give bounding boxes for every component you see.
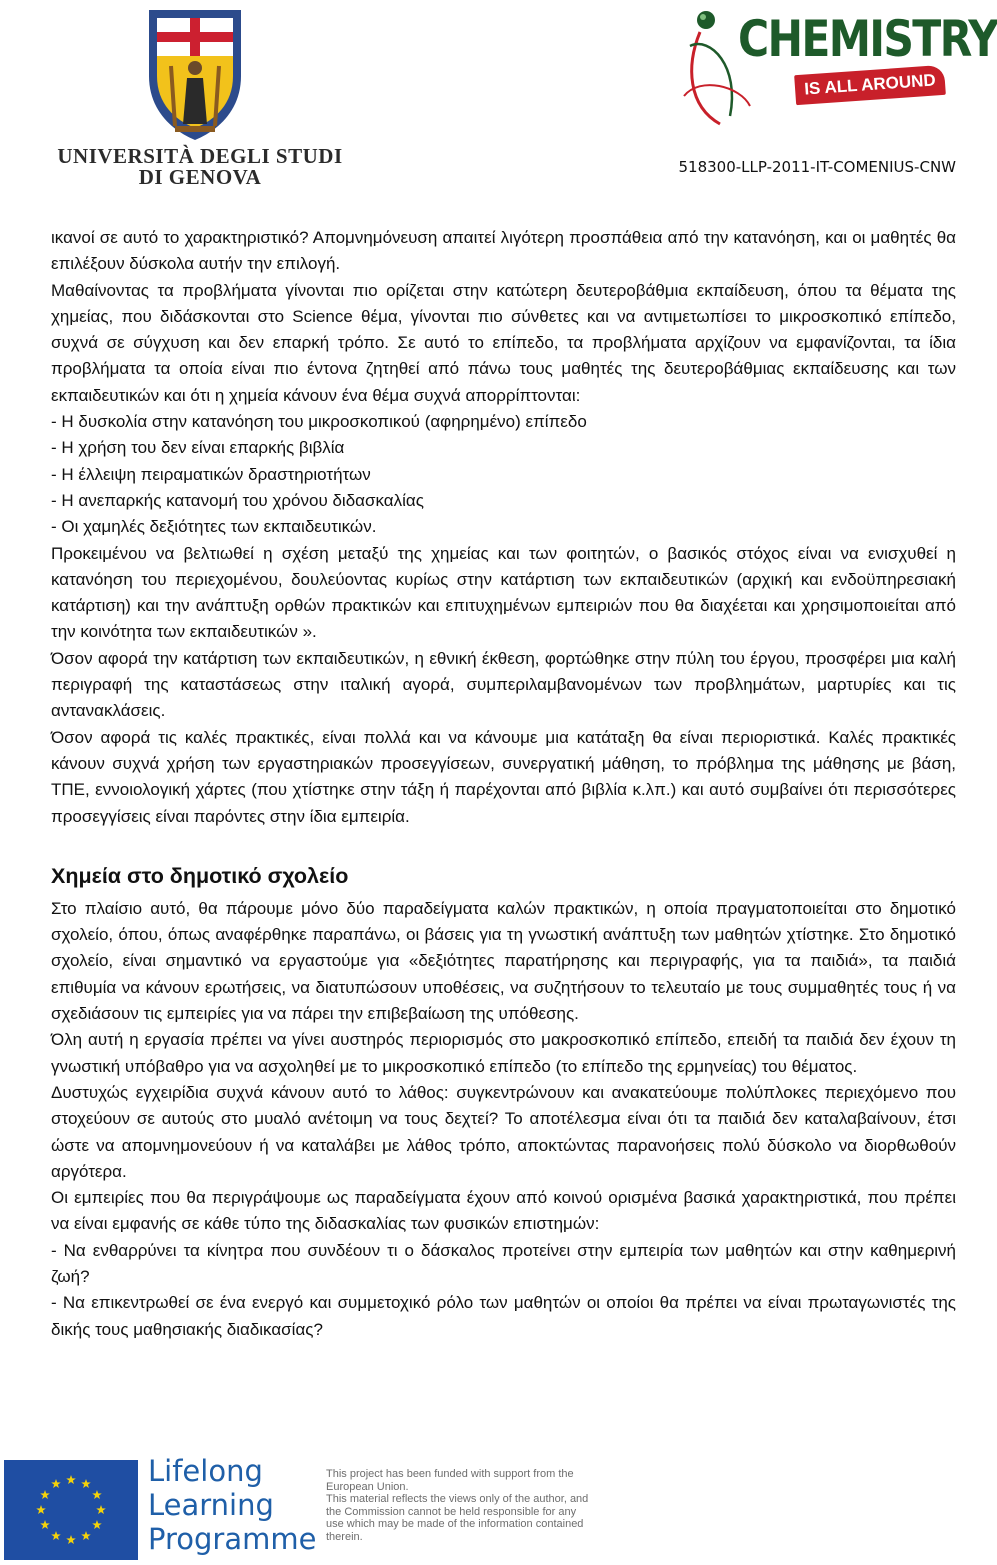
paragraph-9: Οι εμπειρίες που θα περιγράψουμε ως παραδείγματα έχουν από κοινού ορισμένα βασικά χαρακτηριστικά, που πρέπει να είναι εμφανής σε κάθε τύπο της διδασκαλίας των φυσικών επιστημών: xyxy=(51,1188,956,1234)
university-name xyxy=(50,146,350,188)
paragraph-6: Στο πλαίσιο αυτό, θα πάρουμε μόνο δύο παραδείγματα καλών πρακτικών, η οποία πραγματοποιείται στο δημοτικό σχολείο, όπου, όπως αναφέρθηκε παραπάνω, οι βάσεις για τη γνωστική ανάπτυξη των μαθητών χτίστηκε. Στο δημοτικό σχολείο, είναι σημαντικό να εργαστούμε για «δεξιότητες παρατήρησης και περιγραφής, για τα παιδιά», τα παιδιά επιθυμία να κάνουν ερωτήσεις, να διατυπώσουν υποθέσεις, να συζητήσουν το τελευταίο με τους συμμαθητές τους ή να σχεδιάσουν τις εμπειρίες για να πάρει την επιβεβαίωση της υπόθεσης. xyxy=(51,898,956,1024)
university-name-line2: DI GENOVA xyxy=(138,165,262,189)
llp-line-3: Programme xyxy=(148,1522,317,1556)
list-item: - Η έλλειψη πειραματικών δραστηριοτήτων xyxy=(51,464,371,484)
document-body xyxy=(51,225,956,1343)
list-item: - Η χρήση του δεν είναι επαρκής βιβλία xyxy=(51,438,345,458)
paragraph-1: ικανοί σε αυτό το χαρακτηριστικό? Απομνημόνευση απαιτεί λιγότερη προσπάθεια από την κατανόηση, και οι μαθητές θα επιλέξουν δύσκολα αυτήν την επιλογή. xyxy=(51,228,956,274)
chemistry-title: CHEMISTRY xyxy=(738,10,997,68)
paragraph-11: - Να επικεντρωθεί σε ένα ενεργό και συμμετοχικό ρόλο των μαθητών οι οποίοι θα πρέπει να είναι πρωταγωνιστές της δικής τους μαθησιακής διαδικασίας? xyxy=(51,1293,956,1339)
list-item: - Η ανεπαρκής κατανομή του χρόνου διδασκαλίας xyxy=(51,490,424,510)
disclaimer-line-2: This material reflects the views only of the author, and the Commission cannot be held responsible for any use which may be made of the information contained therein. xyxy=(326,1493,589,1543)
page-header xyxy=(0,0,997,200)
llp-line-1: Lifelong xyxy=(148,1454,263,1488)
paragraph-7: Όλη αυτή η εργασία πρέπει να γίνει αυστηρός περιορισμός στο μακροσκοπικό επίπεδο, επειδή τα παιδιά δεν έχουν τη γνωστική υπόβαθρο για να ασχοληθεί με το μικροσκοπικό επίπεδο (το επίπεδο της ερμηνείας) του θέματος. xyxy=(51,1030,956,1076)
llp-line-2: Learning xyxy=(148,1488,274,1522)
eu-flag-icon xyxy=(4,1460,138,1560)
llp-logo-text xyxy=(148,1454,316,1556)
eu-disclaimer xyxy=(326,1468,596,1543)
paragraph-2: Μαθαίνοντας τα προβλήματα γίνονται πιο ορίζεται στην κατώτερη δευτεροβάθμια εκπαίδευση, όπου τα θέματα της χημείας, που διδάσκονται στο Science θέμα, γίνονται πιο σύνθετες και να αντιμετωπίσει το μικροσκοπικό επίπεδο, συχνά σε σύγχυση και δεν επαρκή τρόπο. Σε αυτό το επίπεδο, τα προβλήματα αρχίζουν να εμφανίζονται, τα ίδια προβλήματα τα οποία είναι πιο έντονα ζητηθεί από πάνω τους μαθητές της δευτεροβάθμιας εκπαίδευσης και των εκπαιδευτικών και ότι η χημεία κάνουν ένα θέμα συχνά απορρίπτονται: xyxy=(51,280,956,405)
paragraph-10: - Να ενθαρρύνει τα κίνητρα που συνδέουν τι ο δάσκαλος προτείνει στην εμπειρία των μαθητών και στην καθημερινή ζωή? xyxy=(51,1240,956,1286)
paragraph-5: Όσον αφορά τις καλές πρακτικές, είναι πολλά και να κάνουμε μια κατάταξη θα είναι περιοριστικά. Καλές πρακτικές κάνουν συχνά χρήση των εργαστηριακών προσεγγίσεων, συνεργατική μάθηση, το πρόβλημα της μάθησης με βάση, ΤΠΕ, εννοιολογική χάρτες (που χτίστηκε στην τάξη ή παρέχονται από βιβλία κ.λπ.) και αυτό συμβαίνει ότι περισσότερες προσεγγίσεις είναι παρόντες στην ίδια εμπειρία. xyxy=(51,727,956,826)
section-heading: Χημεία στο δημοτικό σχολείο xyxy=(51,863,349,888)
chemistry-subtitle: IS ALL AROUND NETWORK xyxy=(794,65,946,105)
page-footer xyxy=(0,1440,960,1565)
chemistry-network-logo xyxy=(680,6,997,156)
paragraph-4: Όσον αφορά την κατάρτιση των εκπαιδευτικών, η εθνική έκθεση, φορτώθηκε στην πύλη του έργου, προσφέρει μια καλή περιγραφή της καταστάσεως στην ιταλική αγορά, συμπεριλαμβανομένων των προβλημάτων, μαρτυρίες και τις αντανακλάσεις. xyxy=(51,648,956,721)
university-name-line1: UNIVERSITÀ DEGLI STUDI xyxy=(57,144,343,168)
university-logo xyxy=(50,6,350,189)
list-item: - Οι χαμηλές δεξιότητες των εκπαιδευτικών. xyxy=(51,517,377,537)
paragraph-3: Προκειμένου να βελτιωθεί η σχέση μεταξύ της χημείας και των φοιτητών, ο βασικός στόχος είναι να ενισχυθεί η κατανόηση του περιεχομένου, δουλεύοντας κυρίως στην κατάρτιση των εκπαιδευτικών (αρχική και ενδοϋπηρεσιακή κατάρτιση) και την ανάπτυξη ορθών πρακτικών και επιτυχημένων εμπειριών που θα διαχέεται και χρησιμοποιείται από την κοινότητα των εκπαιδευτικών ». xyxy=(51,543,956,642)
disclaimer-line-1: This project has been funded with support from the European Union. xyxy=(326,1468,574,1493)
project-code: 518300-LLP-2011-IT-COMENIUS-CNW xyxy=(678,158,956,176)
university-crest-icon xyxy=(145,6,245,144)
paragraph-8: Δυστυχώς εγχειρίδια συχνά κάνουν αυτό το λάθος: συγκεντρώνουν και ανακατεύουμε πολύπλοκες περιεχόμενο που στοχεύουν σε αυτούς στο μυαλό ανέτοιμη να τους δεχτεί? Το αποτέλεσμα είναι ότι τα παιδιά δεν καταλαβαίνουν, έτσι ώστε να απομνημονεύουν ή να καταλάβει με λάθος τρόπο, αποκτώντας παρανοήσεις πολύ δύσκολο να διορθωθούν αργότερα. xyxy=(51,1082,956,1181)
list-item: - Η δυσκολία στην κατανόηση του μικροσκοπικού (αφηρημένο) επίπεδο xyxy=(51,412,587,432)
